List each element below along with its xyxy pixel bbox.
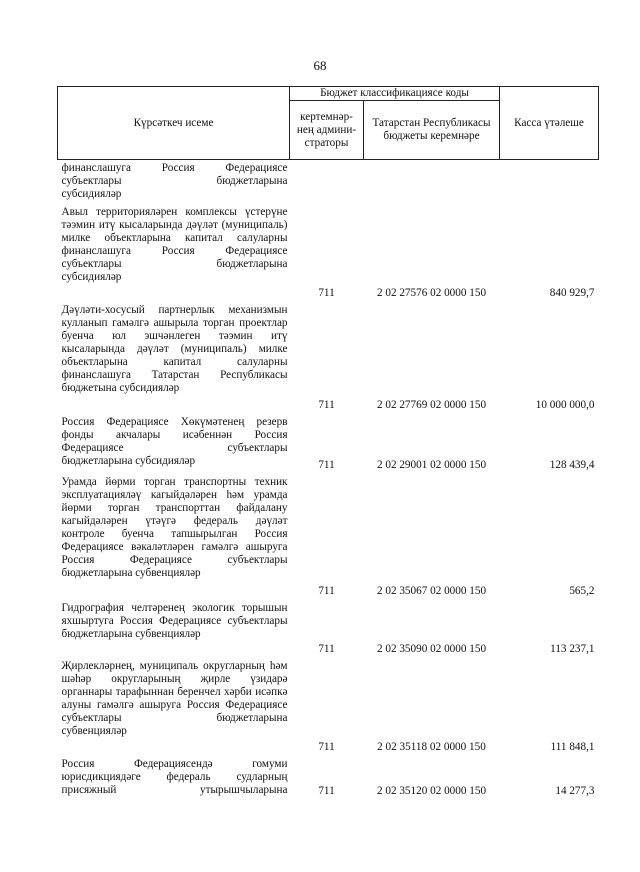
row-admin: 711 (318, 458, 335, 471)
table-row (58, 600, 599, 658)
table-row (58, 302, 599, 414)
row-admin: 711 (318, 784, 335, 797)
tatarstan-revenue-header: Татарстан Республикасы бюджеты керемнәре (364, 101, 500, 160)
table-row (58, 474, 599, 600)
table-row (58, 160, 599, 204)
row-code: 2 02 35118 02 0000 150 (377, 740, 486, 753)
row-amount: 14 277,3 (555, 784, 595, 797)
row-code: 2 02 35120 02 0000 150 (376, 784, 487, 797)
row-code: 2 02 27576 02 0000 150 (376, 286, 487, 299)
row-name-text: Дәүләти-хосусый партнерлык механизмын кулланып гамәлгә ашырыла торган проектлар буенча юл эшчәнлеген тәэмин итү кысаларында дәүләт (муниципаль) милке объектларына капитал салуларны финанслашуга Татарстан Республикасы (61, 303, 288, 381)
row-name (58, 204, 290, 302)
row-name-last: бюджетына субсидияләр (61, 381, 180, 394)
classification-header: Бюджет классификациясе коды (290, 87, 500, 101)
row-name (58, 756, 290, 800)
row-name-last: бюджетларына субсидияләр (61, 454, 196, 467)
row-admin: 711 (318, 584, 335, 597)
row-name-text: Россия Федерациясендә гомуми юрисдикциядәге федераль судларның присяжный утырышчыларына (61, 757, 288, 796)
administrators-header: кертемнәр-нең админи-страторы (290, 101, 364, 160)
row-code: 2 02 27769 02 0000 150 (376, 398, 487, 411)
row-name (58, 160, 290, 204)
table-body (58, 160, 599, 800)
row-amount: 113 237,1 (550, 642, 595, 655)
row-code: 2 02 35067 02 0000 150 (376, 584, 487, 597)
row-name (58, 302, 290, 414)
row-name-text: Җирлекләрнең, муниципаль округларның һәм шәһәр округларының җирле үзидарә органнары тарафыннан беренчел хәрби исәпкә алуны гамәлгә ашыруга Россия Федерациясе субъектлары бюджетларына (61, 659, 288, 724)
row-name-last: субсидияләр (61, 270, 122, 283)
row-code (364, 160, 500, 204)
row-name-text: финанслашуга Россия Федерациясе субъектлары бюджетларына (61, 162, 288, 187)
row-name-last: субвенцияләр (61, 724, 127, 737)
row-name-text: Гидрография челтәренең экологик торышын яхшыртуга Россия Федерациясе субъектлары (61, 601, 288, 627)
row-name-last: субсидияләр (61, 188, 122, 200)
table-row (58, 658, 599, 756)
row-admin: 711 (318, 740, 335, 753)
page-number: 68 (313, 58, 327, 73)
table-row (58, 756, 599, 800)
row-admin: 711 (318, 398, 335, 411)
row-name-text: Урамда йөрми торган транспортны техник эксплуатацияләү кагыйдәләрен һәм урамда йөрми торган транспорттан файдалану кагыйдәләрен үтәүгә федераль дәүләт контроле буенча тапшырылган Россия Федерациясе вәкаләтләрен гамәлгә ашыруга Россия Федерациясе субъектлары (61, 475, 288, 566)
row-name-text: Авыл территорияләрен комплексы үстерүне тәэмин итү кысаларында дәүләт (муниципаль) милке объектларына капитал салуларны финанслашуга Россия Федерациясе субъектлары бюджетларына (61, 205, 288, 270)
row-name-text: Россия Федерациясе Хөкүмәтенең резерв фонды акчалары исәбеннән Россия Федерациясе субъектлары (61, 415, 288, 454)
row-admin: 711 (318, 286, 335, 299)
row-admin (290, 160, 364, 204)
table-row (58, 204, 599, 302)
row-name (58, 414, 290, 474)
row-amount: 128 439,4 (549, 458, 595, 471)
row-name-last: бюджетларына субвенцияләр (61, 627, 201, 640)
row-admin: 711 (318, 642, 335, 655)
row-amount: 111 848,1 (550, 740, 595, 753)
row-name (58, 600, 290, 658)
indicator-header: Күрсәткеч исеме (58, 87, 290, 160)
row-amount: 10 000 000,0 (535, 398, 595, 411)
row-name (58, 658, 290, 756)
row-name (58, 474, 290, 600)
cash-header: Касса үтәлеше (500, 87, 599, 160)
row-amount (500, 160, 599, 204)
table-header-row (58, 87, 599, 101)
row-code: 2 02 29001 02 0000 150 (376, 458, 487, 471)
row-amount: 840 929,7 (549, 286, 595, 299)
row-code: 2 02 35090 02 0000 150 (376, 642, 487, 655)
budget-table (57, 86, 599, 800)
table-row (58, 414, 599, 474)
row-name-last: бюджетларына субвенцияләр (61, 566, 201, 579)
row-amount: 565,2 (569, 584, 595, 597)
